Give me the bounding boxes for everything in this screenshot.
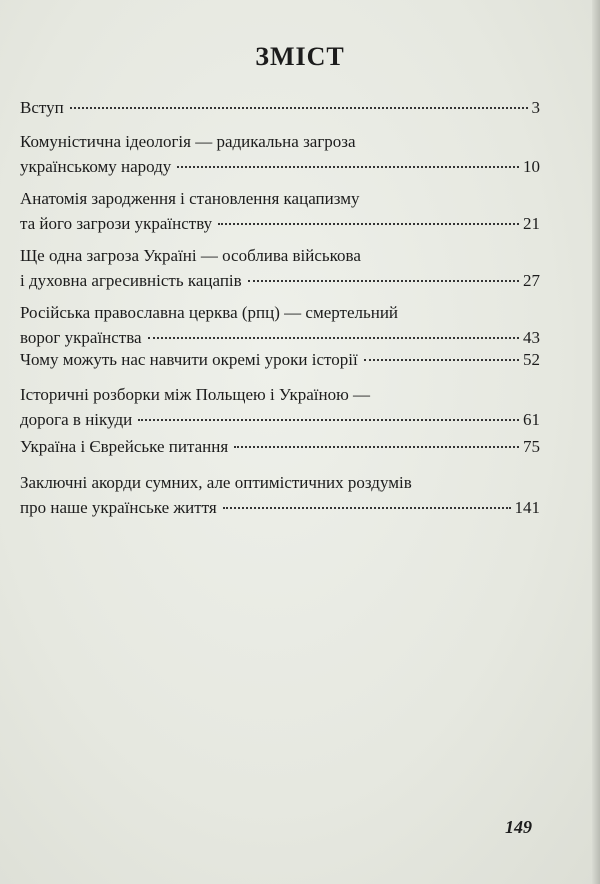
dot-leader (364, 358, 519, 361)
page-number: 149 (505, 817, 532, 837)
toc-entry-title-cont: про наше українське життя (20, 498, 217, 517)
toc-entry-page: 3 (531, 98, 540, 117)
dot-leader (234, 445, 519, 448)
toc-entry-title: Ще одна загроза Україні — особлива військова (20, 246, 361, 265)
dot-leader (177, 165, 519, 168)
toc-entry-page: 10 (523, 157, 540, 176)
toc-entry-title: Російська православна церква (рпц) — смертельний (20, 303, 399, 322)
toc-entry-title-cont: ворог українства (20, 328, 142, 347)
dot-leader (70, 106, 528, 109)
toc-entry (20, 347, 540, 372)
toc-entry-page: 52 (523, 350, 540, 369)
toc-entry-title-cont: українському народу (20, 157, 172, 176)
toc-entry-title: Комуністична ідеологія — радикальна загроза (20, 132, 356, 151)
toc-entry-page: 141 (514, 498, 540, 517)
dot-leader (248, 279, 519, 282)
toc-entry (20, 186, 540, 236)
toc-entry-title-cont: та його загрози українству (20, 214, 213, 233)
page-edge (592, 0, 600, 884)
dot-leader (223, 506, 511, 509)
toc-entry-title: Україна і Єврейське питання (20, 437, 229, 456)
dot-leader (218, 222, 519, 225)
toc-entry-page: 61 (523, 410, 540, 429)
toc-entry (20, 243, 540, 293)
toc-entry-title: Історичні розборки між Польщею і Україною — (20, 385, 371, 404)
toc-entry (20, 300, 540, 350)
toc-entry (20, 470, 540, 520)
toc-entry (20, 129, 540, 179)
toc-entry-title: Заключні акорди сумних, але оптимістичних роздумів (20, 473, 412, 492)
toc-entry (20, 434, 540, 459)
toc-entry-title: Чому можуть нас навчити окремі уроки історії (20, 350, 358, 369)
toc-entry-title: Вступ (20, 98, 64, 117)
toc-entry (20, 95, 540, 120)
toc-entry-title-cont: дорога в нікуди (20, 410, 133, 429)
dot-leader (148, 336, 519, 339)
page-title: ЗМІСТ (255, 42, 345, 71)
toc-entry-page: 75 (523, 437, 540, 456)
toc-entry-title-cont: і духовна агресивність кацапів (20, 271, 242, 290)
toc-entry (20, 382, 540, 432)
toc-entry-page: 21 (523, 214, 540, 233)
toc-entry-page: 27 (523, 271, 540, 290)
dot-leader (138, 418, 519, 421)
toc-entry-page: 43 (523, 328, 540, 347)
toc-entry-title: Анатомія зародження і становлення кацапизму (20, 189, 360, 208)
